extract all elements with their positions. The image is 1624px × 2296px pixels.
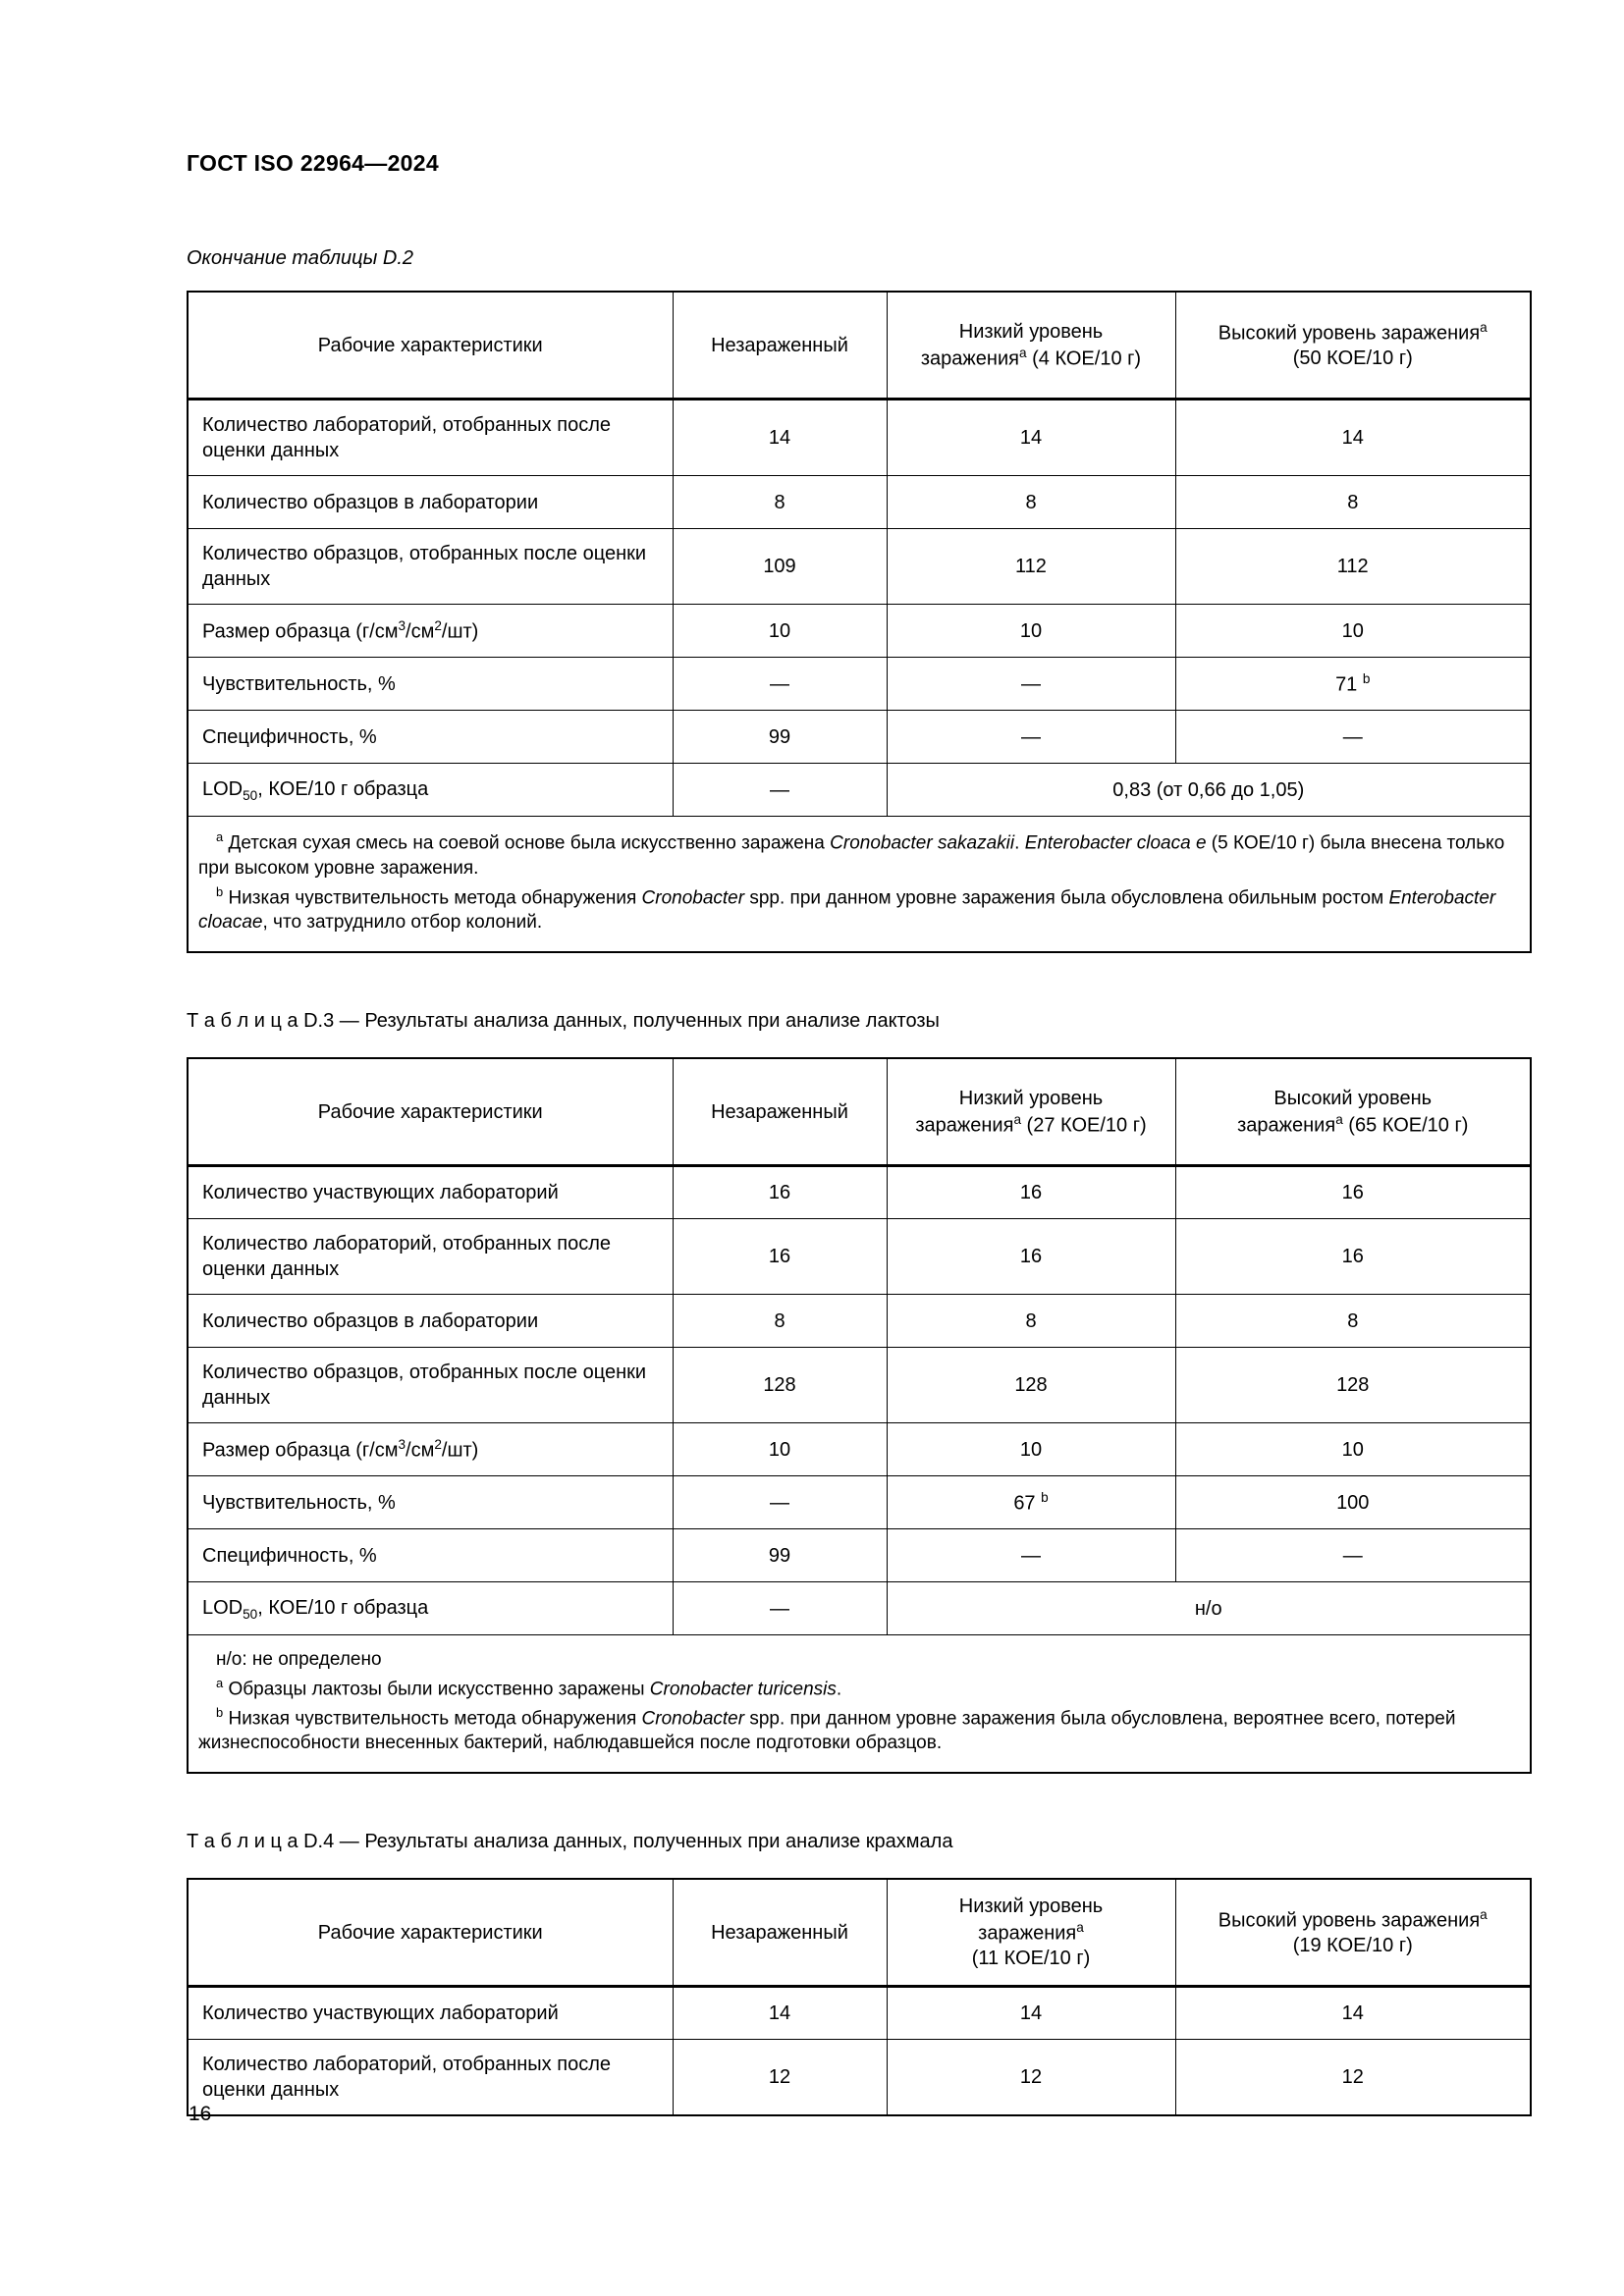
cell-value: 14 bbox=[1175, 1987, 1531, 2040]
cell-value: 100 bbox=[1175, 1476, 1531, 1529]
table-row bbox=[188, 1476, 1531, 1529]
cell-value: 10 bbox=[887, 1423, 1175, 1476]
row-label: Количество образцов в лаборатории bbox=[188, 476, 673, 529]
cell-value: 8 bbox=[887, 476, 1175, 529]
cell-value: — bbox=[887, 711, 1175, 764]
cell-value: 8 bbox=[1175, 1295, 1531, 1348]
cell-value: 14 bbox=[1175, 400, 1531, 476]
table-row bbox=[188, 711, 1531, 764]
cell-value: 109 bbox=[673, 529, 887, 605]
table-d3-caption: Т а б л и ц а D.3 — Результаты анализа данных, полученных при анализе лактозы bbox=[187, 1009, 940, 1032]
cell-value: 112 bbox=[887, 529, 1175, 605]
cell-value: — bbox=[673, 764, 887, 817]
column-header-high-level: Высокий уровень заражения$^а$ (19 КОЕ/10 г) bbox=[1175, 1879, 1531, 1987]
footnotes-cell bbox=[188, 1635, 1531, 1773]
cell-value: — bbox=[887, 1529, 1175, 1582]
page-number: 16 bbox=[189, 2103, 212, 2125]
cell-value: 14 bbox=[673, 1987, 887, 2040]
cell-value: 8 bbox=[673, 1295, 887, 1348]
row-label: Количество лабораторий, отобранных после оценки данных bbox=[188, 400, 673, 476]
table-d3-header-row bbox=[188, 1058, 1531, 1166]
row-label: Количество лабораторий, отобранных после оценки данных bbox=[188, 2040, 673, 2116]
cell-value: 10 bbox=[673, 1423, 887, 1476]
footnote-b: $^b$ Низкая чувствительность метода обнаружения Cronobacter spp. при данном уровне заражения была обусловлена обильным ростом Enterobacter cloacae, что затруднило отбор колоний. bbox=[198, 883, 1496, 934]
footnote-b: $^b$ Низкая чувствительность метода обнаружения Cronobacter spp. при данном уровне заражения была обусловлена, вероятнее всего, потерей жизнеспособности внесенных бактерий, наблюдавшейся после подготовки образцов. bbox=[198, 1704, 1456, 1754]
cell-value: 67 $^b$ bbox=[887, 1476, 1175, 1529]
cell-value: — bbox=[1175, 1529, 1531, 1582]
row-label: Чувствительность, % bbox=[188, 1476, 673, 1529]
cell-value: 16 bbox=[673, 1219, 887, 1295]
row-label: Количество образцов в лаборатории bbox=[188, 1295, 673, 1348]
cell-value: 112 bbox=[1175, 529, 1531, 605]
cell-value: 12 bbox=[887, 2040, 1175, 2116]
footnotes-cell bbox=[188, 817, 1531, 952]
cell-value: 8 bbox=[887, 1295, 1175, 1348]
row-label: Специфичность, % bbox=[188, 1529, 673, 1582]
table-row bbox=[188, 1423, 1531, 1476]
row-label: Размер образца $(г/см^3/см^2/шт)$ bbox=[188, 1423, 673, 1476]
row-label: Количество образцов, отобранных после оценки данных bbox=[188, 1348, 673, 1423]
table-row bbox=[188, 1987, 1531, 2040]
cell-value: — bbox=[673, 1582, 887, 1635]
cell-value: 10 bbox=[887, 605, 1175, 658]
cell-value-merged: н/о bbox=[887, 1582, 1531, 1635]
column-header-low-level: Низкий уровень заражения$^а$ (27 КОЕ/10 г) bbox=[887, 1058, 1175, 1166]
table-row bbox=[188, 1295, 1531, 1348]
cell-value: 12 bbox=[1175, 2040, 1531, 2116]
cell-value: 10 bbox=[673, 605, 887, 658]
cell-value: 128 bbox=[673, 1348, 887, 1423]
cell-value: 14 bbox=[887, 1987, 1175, 2040]
row-label: Размер образца $(г/см^3/см^2/шт)$ bbox=[188, 605, 673, 658]
row-label: Количество участвующих лабораторий bbox=[188, 1987, 673, 2040]
table-row-lod bbox=[188, 764, 1531, 817]
table-row bbox=[188, 1166, 1531, 1219]
cell-value: 8 bbox=[673, 476, 887, 529]
footnote-legend: н/о: не определено bbox=[216, 1649, 382, 1671]
table-d2 bbox=[187, 291, 1532, 953]
row-label: Чувствительность, % bbox=[188, 658, 673, 711]
cell-value: — bbox=[673, 1476, 887, 1529]
page-content bbox=[187, 149, 1530, 2116]
column-header-uncontaminated: Незараженный bbox=[673, 1058, 887, 1166]
table-row bbox=[188, 1529, 1531, 1582]
table-row bbox=[188, 2040, 1531, 2116]
row-label: $LOD_{50}$, КОЕ/10 г образца bbox=[188, 764, 673, 817]
table-row bbox=[188, 529, 1531, 605]
table-row bbox=[188, 476, 1531, 529]
footnote-a: $^а$ Образцы лактозы были искусственно заражены Cronobacter turicensis. bbox=[216, 1675, 842, 1700]
column-header-uncontaminated: Незараженный bbox=[673, 1879, 887, 1987]
cell-value-merged: 0,83 (от 0,66 до 1,05) bbox=[887, 764, 1531, 817]
cell-value: 128 bbox=[1175, 1348, 1531, 1423]
column-header-high-level: Высокий уровень заражения$^а$ (65 КОЕ/10 г) bbox=[1175, 1058, 1531, 1166]
cell-value: — bbox=[887, 658, 1175, 711]
cell-value: — bbox=[1175, 711, 1531, 764]
row-label: Количество образцов, отобранных после оценки данных bbox=[188, 529, 673, 605]
table-row bbox=[188, 1348, 1531, 1423]
column-header-low-level: Низкий уровень заражения$^а$ (4 КОЕ/10 г) bbox=[887, 292, 1175, 400]
row-label: $LOD_{50}$, КОЕ/10 г образца bbox=[188, 1582, 673, 1635]
document-header: ГОСТ ISO 22964—2024 bbox=[187, 150, 439, 176]
column-header-low-level: Низкий уровень заражения$^а$ (11 КОЕ/10 г) bbox=[887, 1879, 1175, 1987]
cell-value: 10 bbox=[1175, 1423, 1531, 1476]
table-d4 bbox=[187, 1878, 1532, 2117]
cell-value: 10 bbox=[1175, 605, 1531, 658]
cell-value: 16 bbox=[1175, 1166, 1531, 1219]
table-d2-header-row bbox=[188, 292, 1531, 400]
cell-value: 99 bbox=[673, 1529, 887, 1582]
cell-value: 128 bbox=[887, 1348, 1175, 1423]
table-row bbox=[188, 400, 1531, 476]
cell-value: 71 $^b$ bbox=[1175, 658, 1531, 711]
column-header-high-level: Высокий уровень заражения$^а$ (50 КОЕ/10 г) bbox=[1175, 292, 1531, 400]
cell-value: 16 bbox=[887, 1166, 1175, 1219]
cell-value: 16 bbox=[673, 1166, 887, 1219]
table-row bbox=[188, 1219, 1531, 1295]
row-label: Количество участвующих лабораторий bbox=[188, 1166, 673, 1219]
cell-value: 16 bbox=[887, 1219, 1175, 1295]
row-label: Количество лабораторий, отобранных после оценки данных bbox=[188, 1219, 673, 1295]
row-label: Специфичность, % bbox=[188, 711, 673, 764]
cell-value: — bbox=[673, 658, 887, 711]
column-header-characteristics: Рабочие характеристики bbox=[188, 1879, 673, 1987]
cell-value: 12 bbox=[673, 2040, 887, 2116]
table-d4-header-row bbox=[188, 1879, 1531, 1987]
table-d4-caption: Т а б л и ц а D.4 — Результаты анализа данных, полученных при анализе крахмала bbox=[187, 1830, 953, 1852]
cell-value: 14 bbox=[673, 400, 887, 476]
table-footnotes-row bbox=[188, 1635, 1531, 1773]
column-header-characteristics: Рабочие характеристики bbox=[188, 292, 673, 400]
footnote-a: $^а$ Детская сухая смесь на соевой основе была искусственно заражена Cronobacter sakazakii. Enterobacter cloaca e (5 КОЕ/10 г) была внесена только при высоком уровне заражения. bbox=[198, 829, 1505, 880]
cell-value: 99 bbox=[673, 711, 887, 764]
table-row-lod bbox=[188, 1582, 1531, 1635]
cell-value: 8 bbox=[1175, 476, 1531, 529]
table-d2-caption: Окончание таблицы D.2 bbox=[187, 246, 414, 269]
cell-value: 14 bbox=[887, 400, 1175, 476]
column-header-uncontaminated: Незараженный bbox=[673, 292, 887, 400]
column-header-characteristics: Рабочие характеристики bbox=[188, 1058, 673, 1166]
table-d3 bbox=[187, 1057, 1532, 1774]
table-row bbox=[188, 605, 1531, 658]
table-row bbox=[188, 658, 1531, 711]
table-footnotes-row bbox=[188, 817, 1531, 952]
cell-value: 16 bbox=[1175, 1219, 1531, 1295]
